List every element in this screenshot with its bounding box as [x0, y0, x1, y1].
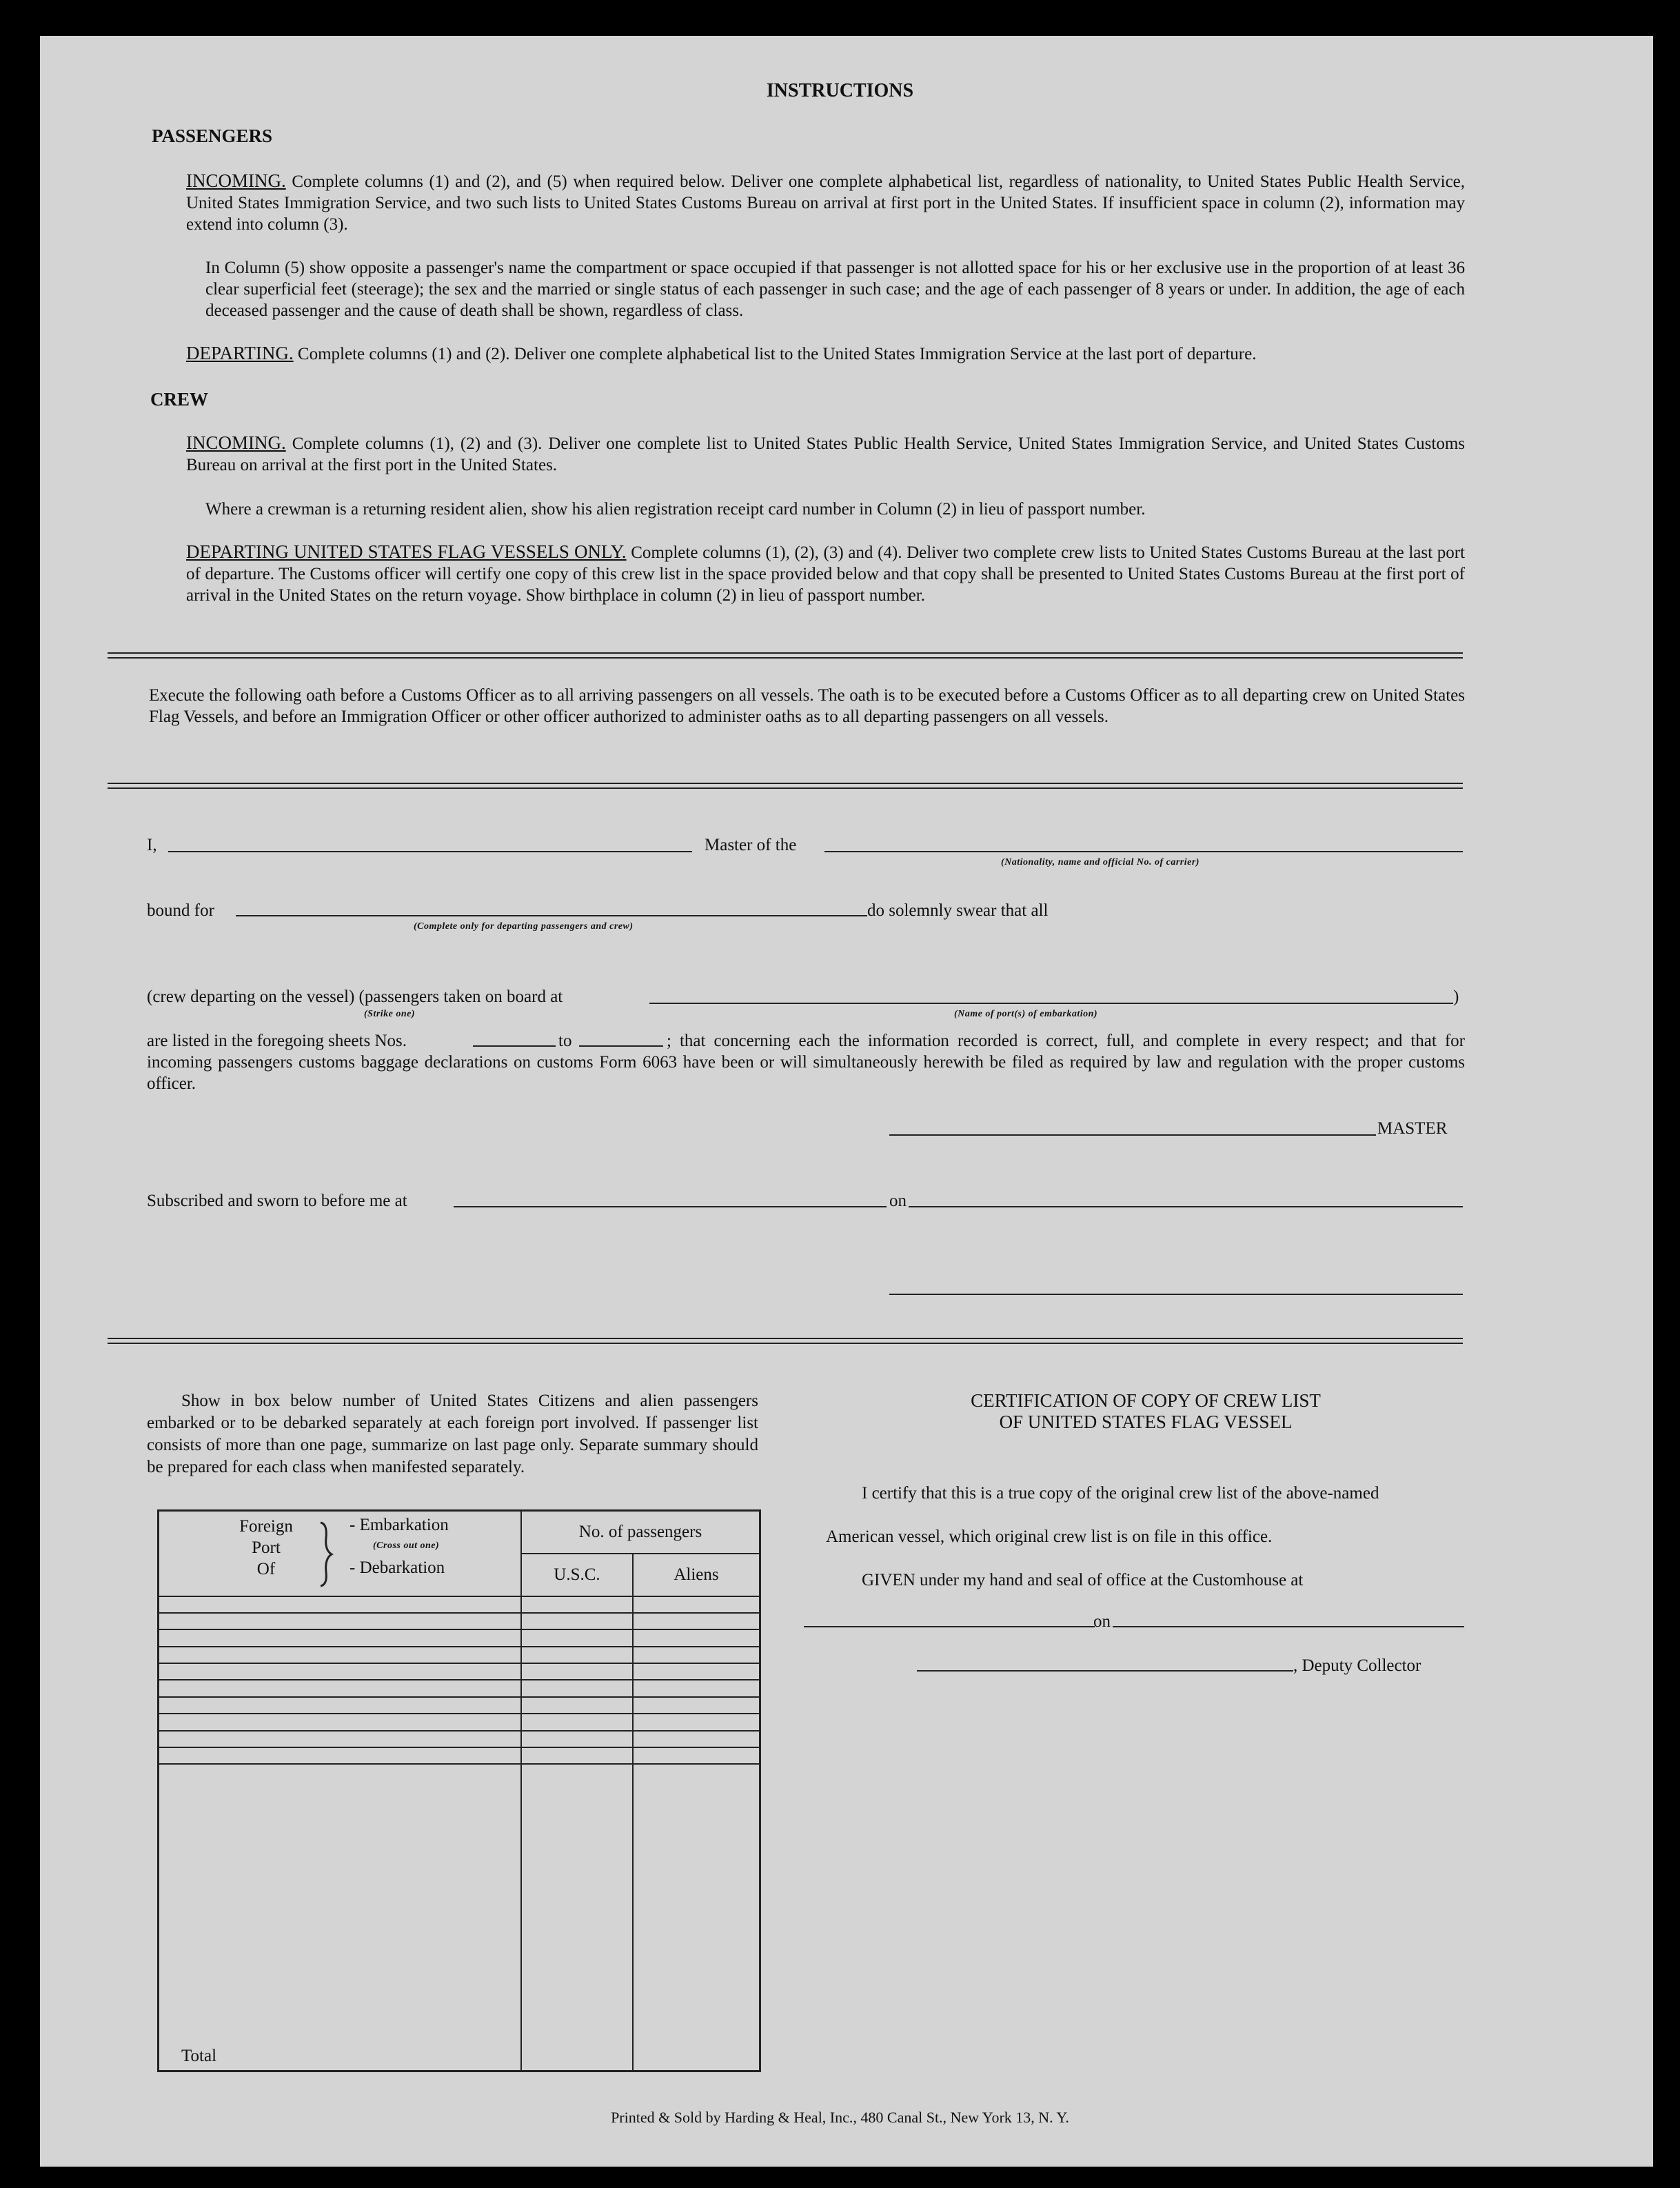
sworn-place-field[interactable]: [454, 1206, 887, 1207]
table-row: [159, 1747, 760, 1764]
crew-incoming-label: INCOMING.: [186, 432, 286, 453]
aliens-cell[interactable]: [633, 1663, 760, 1680]
usc-cell[interactable]: [521, 1629, 633, 1646]
aliens-cell[interactable]: [633, 1596, 760, 1613]
table-row: [159, 1647, 760, 1663]
port-of-embarkation-field[interactable]: [649, 1003, 1453, 1004]
master-of-the-label: Master of the: [705, 836, 797, 854]
certification-line2: American vessel, which original crew list is on file in this office.: [826, 1527, 1273, 1546]
subscribed-label: Subscribed and sworn to before me at: [147, 1192, 407, 1210]
crew-departing-paragraph: [186, 541, 1465, 606]
master-signature-field[interactable]: [889, 1134, 1376, 1136]
aliens-cell[interactable]: [633, 1731, 760, 1747]
aliens-cell[interactable]: [633, 1613, 760, 1629]
port-cell[interactable]: [159, 1697, 522, 1714]
table-header-row: [159, 1511, 760, 1554]
passenger-summary-table: [157, 1509, 761, 2072]
usc-total-cell[interactable]: [521, 1764, 633, 2071]
crew-heading: CREW: [150, 389, 209, 410]
master-name-field[interactable]: [168, 851, 692, 852]
embarkation-label: - Embarkation: [350, 1516, 449, 1534]
complete-only-hint: (Complete only for departing passengers and crew): [414, 921, 634, 932]
close-paren: ): [1453, 987, 1459, 1006]
bound-for-field[interactable]: [236, 915, 867, 916]
usc-cell[interactable]: [521, 1663, 633, 1680]
crew-incoming-text: Complete columns (1), (2) and (3). Deliver one complete list to United States Public Health Service, United States Immigration Service, and United States Customs Bureau on arrival at the first port in the United States.: [186, 434, 1466, 474]
certification-on-label: on: [1093, 1612, 1111, 1631]
deputy-collector-label: , Deputy Collector: [1293, 1656, 1421, 1675]
table-row: [159, 1596, 760, 1613]
port-cell[interactable]: [159, 1629, 522, 1646]
port-cell[interactable]: [159, 1647, 522, 1663]
bound-for-label: bound for: [147, 901, 214, 920]
crew-incoming-paragraph: [186, 432, 1465, 476]
table-row: [159, 1697, 760, 1714]
usc-cell[interactable]: [521, 1680, 633, 1696]
divider-double-rule: [108, 1338, 1463, 1344]
total-label: Total: [159, 1764, 522, 2071]
usc-header: U.S.C.: [521, 1554, 633, 1596]
usc-cell[interactable]: [521, 1647, 633, 1663]
passengers-departing-label: DEPARTING.: [186, 343, 294, 363]
swear-label: do solemnly swear that all: [867, 901, 1049, 920]
usc-cell[interactable]: [521, 1714, 633, 1730]
passengers-incoming-label: INCOMING.: [186, 170, 286, 191]
aliens-cell[interactable]: [633, 1680, 760, 1696]
table-row: [159, 1663, 760, 1680]
crew-departing-label: DEPARTING UNITED STATES FLAG VESSELS ONLY.: [186, 541, 627, 562]
aliens-cell[interactable]: [633, 1629, 760, 1646]
nationality-hint: (Nationality, name and official No. of carrier): [1001, 857, 1200, 867]
port-cell[interactable]: [159, 1714, 522, 1730]
usc-cell[interactable]: [521, 1731, 633, 1747]
usc-cell[interactable]: [521, 1613, 633, 1629]
port-cell[interactable]: [159, 1731, 522, 1747]
cross-out-hint: (Cross out one): [373, 1540, 440, 1551]
table-row: [159, 1629, 760, 1646]
crew-departing-text: Complete columns (1), (2), (3) and (4). Deliver two complete crew lists to United States Customs Bureau at the last port of departure. The Customs officer will certify one copy of this crew list in the space provided below and that copy shall be presented to United States Customs Bureau at the first port of arrival in the United States on the return voyage. Show birthplace in column (2) in lieu of passport number.: [186, 543, 1465, 605]
port-label: Port: [252, 1538, 281, 1557]
passengers-incoming-text: Complete columns (1) and (2), and (5) when required below. Deliver one complete alphabetical list, regardless of nationality, to United States Public Health Service, United States Immigration Service, and two such lists to United States Customs Bureau on arrival at first port in the United States. If insufficient space in column (2), information may extend into column (3).: [186, 172, 1466, 234]
aliens-cell[interactable]: [633, 1647, 760, 1663]
certification-title: [826, 1390, 1466, 1433]
instructions-title: INSTRUCTIONS: [766, 80, 914, 101]
divider-double-rule: [108, 652, 1463, 659]
divider-double-rule: [108, 783, 1463, 789]
aliens-cell[interactable]: [633, 1747, 760, 1764]
aliens-total-cell[interactable]: [633, 1764, 760, 2071]
foreign-label: Foreign: [239, 1517, 293, 1536]
passengers-departing-text: Complete columns (1) and (2). Deliver one complete alphabetical list to the United States Immigration Service at the last port of departure.: [297, 345, 1257, 363]
officer-signature-field[interactable]: [889, 1294, 1463, 1295]
usc-cell[interactable]: [521, 1747, 633, 1764]
port-cell[interactable]: [159, 1663, 522, 1680]
oath-instruction: Execute the following oath before a Customs Officer as to all arriving passengers on all vessels. The oath is to be executed before a Customs Officer as to all departing crew on United States Flag Vessels, and before an Immigration Officer or other officer authorized to administer oaths as to all departing passengers on all vessels.: [149, 686, 1465, 726]
foreign-port-header: [159, 1511, 522, 1596]
no-of-passengers-header: No. of passengers: [521, 1511, 760, 1554]
port-cell[interactable]: [159, 1613, 522, 1629]
port-cell[interactable]: [159, 1680, 522, 1696]
passengers-column5-paragraph: In Column (5) show opposite a passenger's name the compartment or space occupied if that passenger is not allotted space for his or her exclusive use in the proportion of at least 36 clear superficial feet (steerage); the sex and the married or single status of each passenger in such case; and the age of each passenger of 8 years or under. In addition, the age of each deceased passenger and the cause of death shall be shown, regardless of class.: [205, 259, 1465, 320]
crew-crewman-paragraph: Where a crewman is a returning resident alien, show his alien registration receipt card number in Column (2) in lieu of passport number.: [205, 500, 1146, 519]
on-label: on: [889, 1192, 907, 1210]
brace-icon: [316, 1520, 336, 1589]
port-cell[interactable]: [159, 1596, 522, 1613]
listed-suffix: ; that concerning each the information recorded is correct, full, and complete in every respect; and that for incoming passengers customs baggage declarations on customs Form 6063 have been or will simultaneously herewith be filed as required by law and regulation with the proper customs officer.: [147, 1032, 1465, 1093]
listed-prefix: are listed in the foregoing sheets Nos.: [147, 1032, 407, 1050]
debarkation-label: - Debarkation: [350, 1558, 445, 1577]
master-label: MASTER: [1377, 1119, 1448, 1138]
to-label: to: [558, 1032, 572, 1050]
aliens-cell[interactable]: [633, 1714, 760, 1730]
passengers-incoming-paragraph: [186, 170, 1465, 235]
deputy-collector-field[interactable]: [917, 1670, 1293, 1672]
table-row: [159, 1731, 760, 1747]
table-row: [159, 1714, 760, 1730]
crew-departing-label: (crew departing on the vessel) (passengers taken on board at: [147, 987, 563, 1006]
strike-one-hint: (Strike one): [364, 1009, 416, 1019]
certification-title-line2: OF UNITED STATES FLAG VESSEL: [999, 1412, 1293, 1432]
aliens-header: Aliens: [633, 1554, 760, 1596]
summary-instruction: Show in box below number of United States Citizens and alien passengers embarked or to be debarked separately at each foreign port involved. If passenger list consists of more than one page, summarize on last page only. Separate summary should be prepared for each class when manifested separately.: [147, 1392, 758, 1476]
certification-title-line1: CERTIFICATION OF COPY OF CREW LIST: [971, 1390, 1321, 1411]
table-total-row: [159, 1764, 760, 2071]
aliens-cell[interactable]: [633, 1697, 760, 1714]
table-row: [159, 1680, 760, 1696]
carrier-field[interactable]: [824, 851, 1463, 852]
port-cell[interactable]: [159, 1747, 522, 1764]
sworn-date-field[interactable]: [909, 1206, 1463, 1207]
usc-cell[interactable]: [521, 1697, 633, 1714]
certification-line1: I certify that this is a true copy of the original crew list of the above-named: [862, 1484, 1379, 1503]
certification-line3: GIVEN under my hand and seal of office at the Customhouse at: [862, 1571, 1304, 1589]
usc-cell[interactable]: [521, 1596, 633, 1613]
oath-i-label: I,: [147, 836, 157, 854]
of-label: Of: [256, 1560, 276, 1578]
customhouse-field[interactable]: [804, 1626, 1095, 1627]
certification-date-field[interactable]: [1113, 1626, 1464, 1627]
passengers-heading: PASSENGERS: [152, 126, 273, 146]
port-hint: (Name of port(s) of embarkation): [954, 1009, 1098, 1019]
passengers-departing-paragraph: [186, 343, 1468, 365]
printer-footer: Printed & Sold by Harding & Heal, Inc., 480 Canal St., New York 13, N. Y.: [611, 2109, 1069, 2126]
table-row: [159, 1613, 760, 1629]
